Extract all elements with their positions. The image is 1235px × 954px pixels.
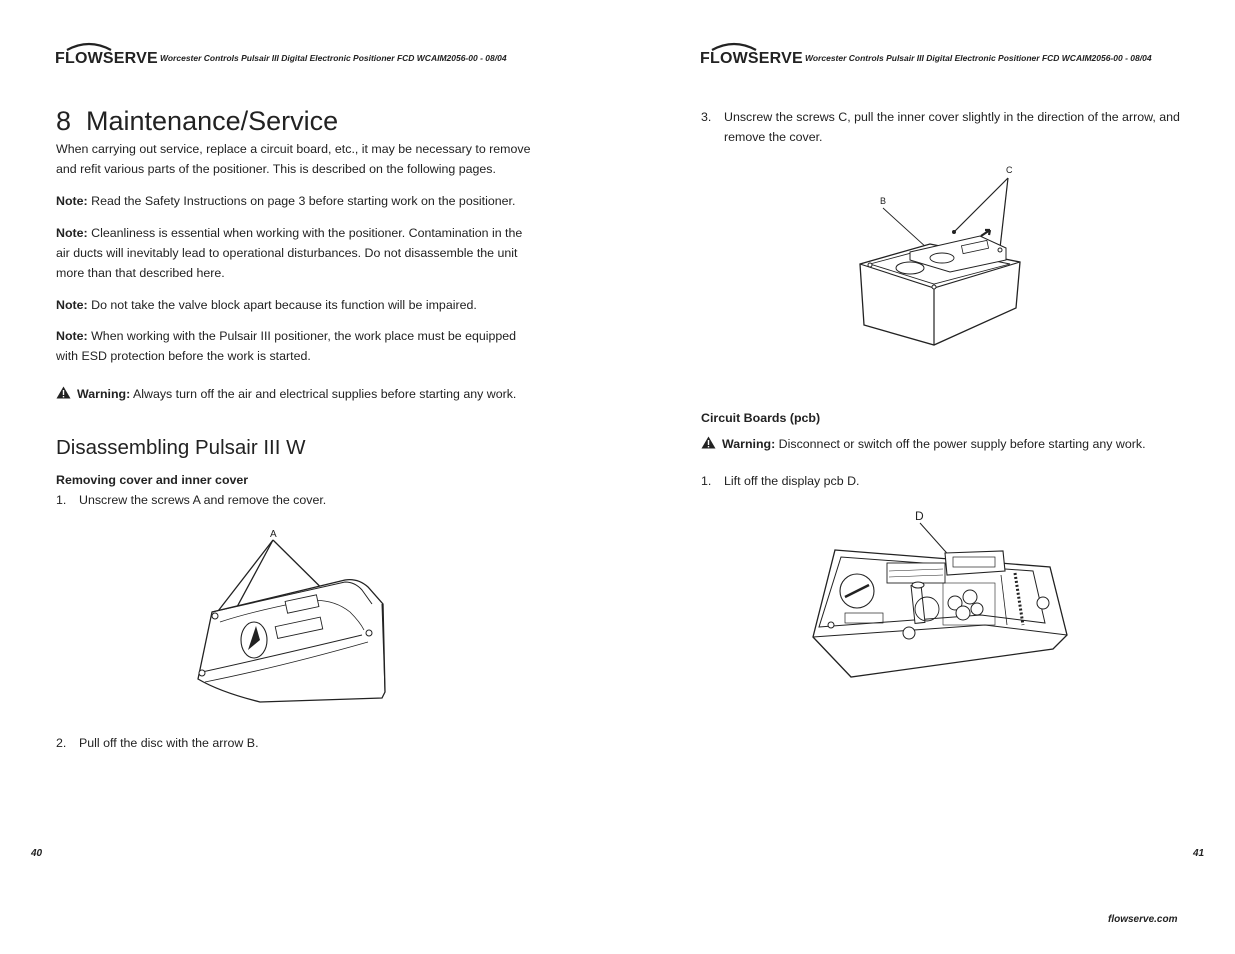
intro-paragraph: When carrying out service, replace a circuit board, etc., it may be necessary to remove and refit various parts of the positioner. This is described on the following pages. <box>56 142 531 176</box>
warning-triangle-icon <box>56 386 71 399</box>
note-cleanliness <box>56 223 538 283</box>
footer-url: flowserve.com <box>1108 914 1178 925</box>
warning-air-electrical <box>56 384 536 404</box>
logo-swoosh-icon <box>710 41 758 51</box>
step-lift-display-pcb <box>701 471 859 491</box>
callout-b-label: B <box>880 196 887 206</box>
callout-d-label: D <box>915 509 924 523</box>
page-number-left: 40 <box>31 848 43 859</box>
callout-a-label: A <box>270 529 277 540</box>
document-header-title-left: Worcester Controls Pulsair III Digital Electronic Positioner FCD WCAIM2056-00 - 08/04 <box>160 53 507 63</box>
note-esd <box>56 326 526 366</box>
section-removing-cover: Removing cover and inner cover <box>56 473 249 487</box>
step-text: Lift off the display pcb D. <box>724 474 860 488</box>
note-safety <box>56 191 536 211</box>
flowserve-logo-left <box>55 50 158 68</box>
note-label: Note: <box>56 298 88 312</box>
note-text: Cleanliness is essential when working with the positioner. Contamination in the air ducts will inevitably lead to operational disturbances. Do not disassemble the unit more than that described here. <box>56 226 523 280</box>
brand-name: FLOWSERVE <box>700 50 803 67</box>
note-label: Note: <box>56 329 88 343</box>
page-title: 8 Maintenance/Service <box>56 106 339 136</box>
note-text: Do not take the valve block apart because its function will be impaired. <box>87 298 477 312</box>
note-text: When working with the Pulsair III positioner, the work place must be equipped with ESD protection before the work is started. <box>56 329 517 363</box>
page-number-right: 41 <box>1193 848 1205 859</box>
warning-power-supply <box>701 434 1146 454</box>
flowserve-logo-right <box>700 50 803 68</box>
step-number: 1. <box>56 493 67 507</box>
step-text: Unscrew the screws C, pull the inner cover slightly in the direction of the arrow, and remove the cover. <box>724 110 1180 144</box>
warning-triangle-icon <box>701 436 716 449</box>
step-pull-disc <box>56 733 259 753</box>
step-text: Unscrew the screws A and remove the cover. <box>79 493 327 507</box>
note-label: Note: <box>56 194 88 208</box>
warning-text: Always turn off the air and electrical supplies before starting any work. <box>130 387 517 401</box>
note-label: Note: <box>56 226 88 240</box>
step-number: 2. <box>56 736 67 750</box>
step-unscrew-c <box>701 107 1204 147</box>
warning-label: Warning: <box>722 437 776 451</box>
brand-name: FLOWSERVE <box>55 50 158 67</box>
inner-cover-illustration <box>850 160 1030 350</box>
section-circuit-boards: Circuit Boards (pcb) <box>701 411 821 425</box>
document-header-title-right: Worcester Controls Pulsair III Digital Electronic Positioner FCD WCAIM2056-00 - 08/04 <box>805 53 1152 63</box>
circuit-board-illustration <box>805 505 1075 683</box>
warning-text: Disconnect or switch off the power supply before starting any work. <box>775 437 1146 451</box>
cover-illustration <box>190 522 390 710</box>
step-unscrew-a <box>56 490 326 510</box>
note-valve-block <box>56 295 536 315</box>
logo-swoosh-icon <box>65 41 113 51</box>
warning-label: Warning: <box>77 387 131 401</box>
subheading-disassembling: Disassembling Pulsair III W <box>56 436 306 459</box>
note-text: Read the Safety Instructions on page 3 before starting work on the positioner. <box>87 194 516 208</box>
step-number: 3. <box>701 110 712 124</box>
step-number: 1. <box>701 474 712 488</box>
callout-c-label: C <box>1006 165 1013 175</box>
step-text: Pull off the disc with the arrow B. <box>79 736 259 750</box>
